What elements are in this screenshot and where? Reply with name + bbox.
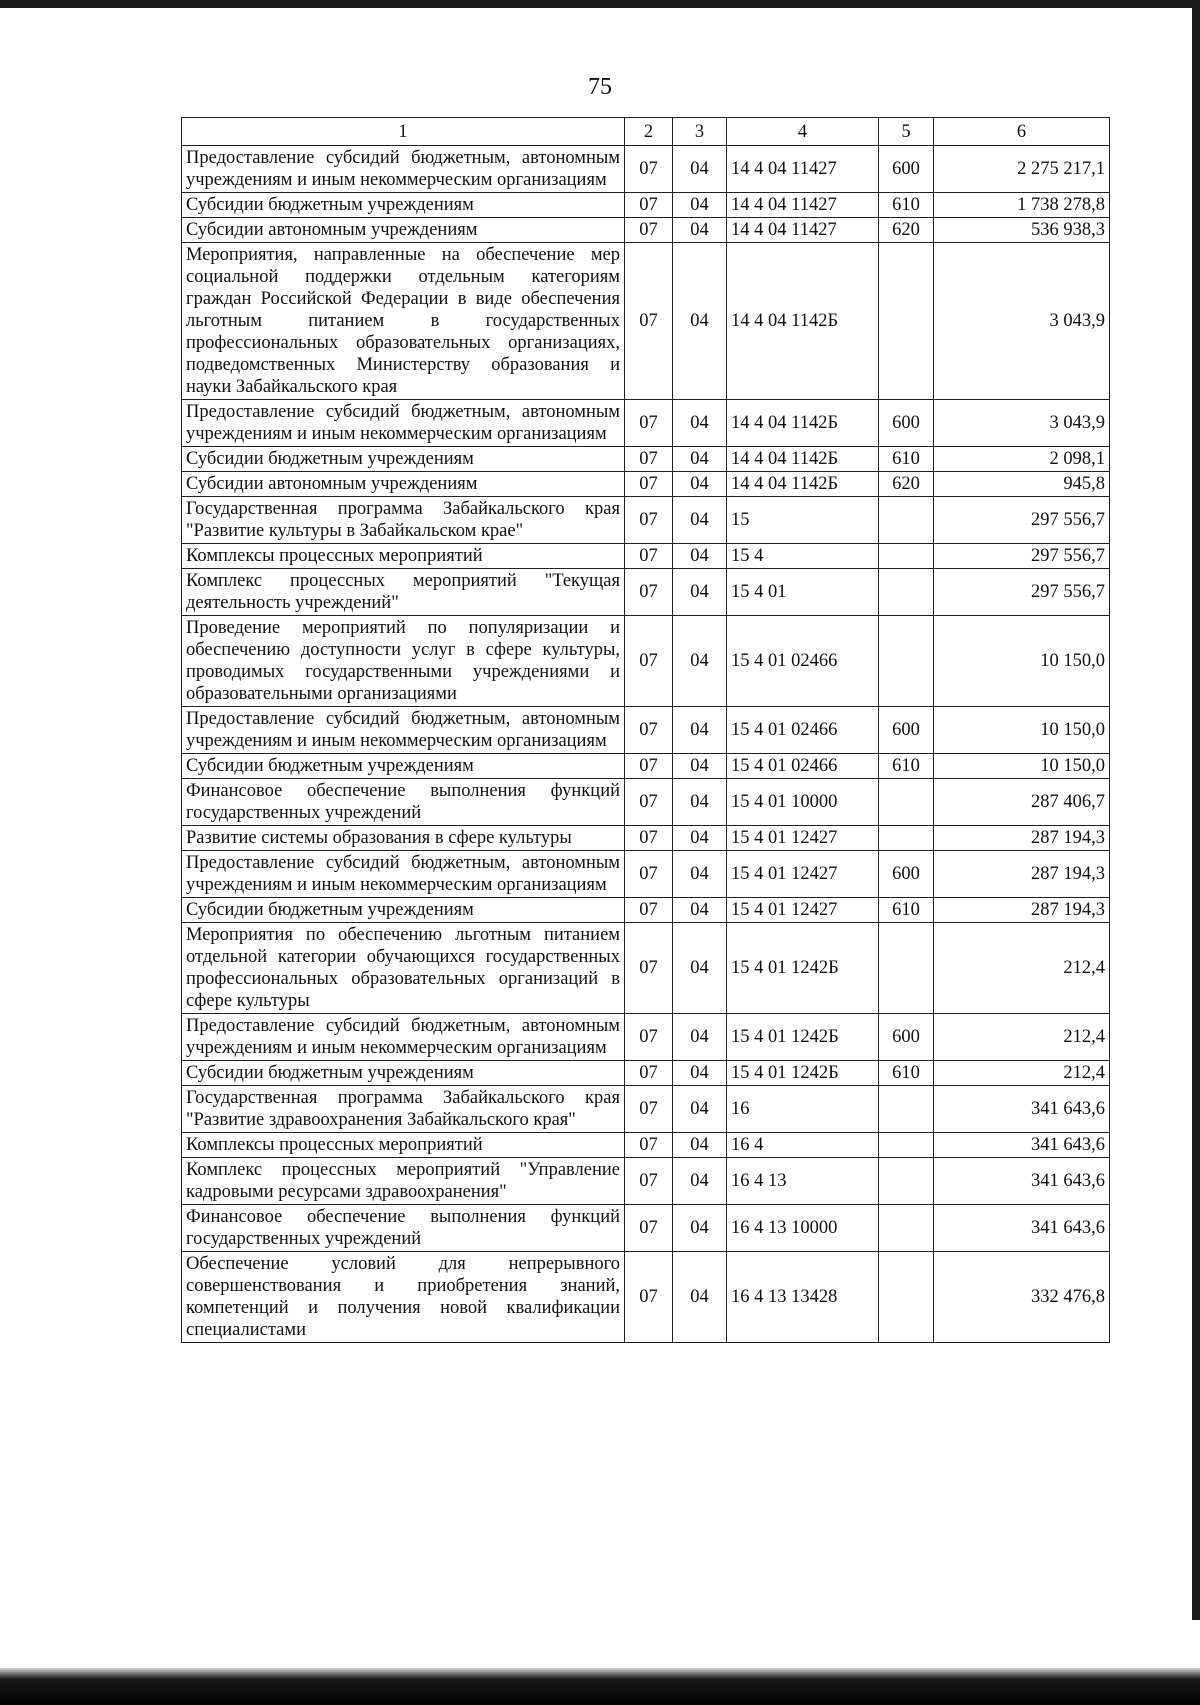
col-header: 2 <box>625 118 673 146</box>
section-code: 07 <box>625 146 673 193</box>
page-number: 75 <box>588 74 612 100</box>
table-row <box>182 497 1110 544</box>
amount: 536 938,3 <box>934 218 1110 243</box>
table-row <box>182 923 1110 1014</box>
expense-type-code: 600 <box>879 1014 934 1061</box>
section-code: 07 <box>625 1086 673 1133</box>
subsection-code: 04 <box>673 1014 727 1061</box>
target-article-code: 15 4 01 10000 <box>727 779 879 826</box>
target-article-code: 16 4 13 13428 <box>727 1252 879 1343</box>
table-row <box>182 616 1110 707</box>
amount: 341 643,6 <box>934 1158 1110 1205</box>
amount: 287 194,3 <box>934 826 1110 851</box>
subsection-code: 04 <box>673 1133 727 1158</box>
section-code: 07 <box>625 447 673 472</box>
table-row <box>182 754 1110 779</box>
table-row <box>182 193 1110 218</box>
subsection-code: 04 <box>673 400 727 447</box>
section-code: 07 <box>625 1061 673 1086</box>
expense-type-code: 620 <box>879 218 934 243</box>
target-article-code: 14 4 04 1142Б <box>727 400 879 447</box>
amount: 297 556,7 <box>934 569 1110 616</box>
amount: 287 194,3 <box>934 898 1110 923</box>
col-header: 3 <box>673 118 727 146</box>
item-name: Предоставление субсидий бюджетным, автономным учреждениям и иным некоммерческим организациям <box>182 707 625 754</box>
target-article-code: 15 4 01 02466 <box>727 754 879 779</box>
amount: 945,8 <box>934 472 1110 497</box>
table-row <box>182 1252 1110 1343</box>
table-row <box>182 544 1110 569</box>
target-article-code: 15 4 01 1242Б <box>727 1014 879 1061</box>
table-row <box>182 218 1110 243</box>
section-code: 07 <box>625 707 673 754</box>
table-row <box>182 779 1110 826</box>
item-name: Субсидии автономным учреждениям <box>182 218 625 243</box>
table-row <box>182 1014 1110 1061</box>
subsection-code: 04 <box>673 447 727 472</box>
scan-edge-right <box>1192 0 1200 1620</box>
item-name: Предоставление субсидий бюджетным, автономным учреждениям и иным некоммерческим организациям <box>182 400 625 447</box>
item-name: Комплекс процессных мероприятий "Текущая деятельность учреждений" <box>182 569 625 616</box>
item-name: Финансовое обеспечение выполнения функций государственных учреждений <box>182 1205 625 1252</box>
table-row <box>182 243 1110 400</box>
expense-type-code <box>879 826 934 851</box>
section-code: 07 <box>625 1014 673 1061</box>
section-code: 07 <box>625 1133 673 1158</box>
item-name: Комплексы процессных мероприятий <box>182 544 625 569</box>
expense-type-code: 600 <box>879 146 934 193</box>
target-article-code: 15 4 01 02466 <box>727 616 879 707</box>
section-code: 07 <box>625 472 673 497</box>
table-row <box>182 1158 1110 1205</box>
target-article-code: 15 4 01 12427 <box>727 826 879 851</box>
amount: 297 556,7 <box>934 544 1110 569</box>
section-code: 07 <box>625 754 673 779</box>
target-article-code: 14 4 04 1142Б <box>727 243 879 400</box>
expense-type-code: 620 <box>879 472 934 497</box>
amount: 10 150,0 <box>934 707 1110 754</box>
table-row <box>182 400 1110 447</box>
expense-type-code: 610 <box>879 193 934 218</box>
expense-type-code <box>879 1252 934 1343</box>
item-name: Мероприятия, направленные на обеспечение мер социальной поддержки отдельным категориям граждан Российской Федерации в виде обеспечения льготным питанием в государственных профессиональных образовательных организациях, подведомственных Министерству образования и науки Забайкальского края <box>182 243 625 400</box>
subsection-code: 04 <box>673 146 727 193</box>
target-article-code: 15 4 01 12427 <box>727 898 879 923</box>
target-article-code: 14 4 04 11427 <box>727 193 879 218</box>
amount: 341 643,6 <box>934 1086 1110 1133</box>
item-name: Субсидии бюджетным учреждениям <box>182 754 625 779</box>
expense-type-code <box>879 497 934 544</box>
item-name: Государственная программа Забайкальского края "Развитие культуры в Забайкальском крае" <box>182 497 625 544</box>
item-name: Предоставление субсидий бюджетным, автономным учреждениям и иным некоммерческим организациям <box>182 851 625 898</box>
subsection-code: 04 <box>673 544 727 569</box>
table-body <box>182 146 1110 1343</box>
table-row <box>182 1205 1110 1252</box>
target-article-code: 16 4 13 <box>727 1158 879 1205</box>
subsection-code: 04 <box>673 851 727 898</box>
target-article-code: 16 4 13 10000 <box>727 1205 879 1252</box>
header-row <box>182 118 1110 146</box>
item-name: Субсидии бюджетным учреждениям <box>182 1061 625 1086</box>
subsection-code: 04 <box>673 754 727 779</box>
amount: 212,4 <box>934 1014 1110 1061</box>
amount: 297 556,7 <box>934 497 1110 544</box>
table-row <box>182 1086 1110 1133</box>
expense-type-code: 600 <box>879 707 934 754</box>
amount: 2 098,1 <box>934 447 1110 472</box>
subsection-code: 04 <box>673 826 727 851</box>
amount: 3 043,9 <box>934 400 1110 447</box>
target-article-code: 15 4 01 12427 <box>727 851 879 898</box>
expense-type-code <box>879 1205 934 1252</box>
subsection-code: 04 <box>673 1205 727 1252</box>
amount: 341 643,6 <box>934 1205 1110 1252</box>
item-name: Субсидии бюджетным учреждениям <box>182 193 625 218</box>
target-article-code: 14 4 04 11427 <box>727 218 879 243</box>
section-code: 07 <box>625 898 673 923</box>
section-code: 07 <box>625 1158 673 1205</box>
table-row <box>182 447 1110 472</box>
item-name: Предоставление субсидий бюджетным, автономным учреждениям и иным некоммерческим организациям <box>182 1014 625 1061</box>
item-name: Государственная программа Забайкальского края "Развитие здравоохранения Забайкальского края" <box>182 1086 625 1133</box>
table-row <box>182 1061 1110 1086</box>
table-row <box>182 146 1110 193</box>
expense-type-code <box>879 1158 934 1205</box>
section-code: 07 <box>625 826 673 851</box>
target-article-code: 15 4 01 1242Б <box>727 1061 879 1086</box>
subsection-code: 04 <box>673 898 727 923</box>
section-code: 07 <box>625 779 673 826</box>
expense-type-code <box>879 1133 934 1158</box>
amount: 332 476,8 <box>934 1252 1110 1343</box>
table-row <box>182 472 1110 497</box>
item-name: Субсидии автономным учреждениям <box>182 472 625 497</box>
target-article-code: 15 4 01 <box>727 569 879 616</box>
item-name: Проведение мероприятий по популяризации и обеспечению доступности услуг в сфере культуры, проводимых государственными учреждениями и образовательными организациями <box>182 616 625 707</box>
item-name: Финансовое обеспечение выполнения функций государственных учреждений <box>182 779 625 826</box>
col-header: 6 <box>934 118 1110 146</box>
col-header: 1 <box>182 118 625 146</box>
target-article-code: 14 4 04 1142Б <box>727 472 879 497</box>
table-row <box>182 707 1110 754</box>
target-article-code: 15 4 01 1242Б <box>727 923 879 1014</box>
subsection-code: 04 <box>673 1086 727 1133</box>
expense-type-code <box>879 616 934 707</box>
col-header: 4 <box>727 118 879 146</box>
subsection-code: 04 <box>673 243 727 400</box>
expense-type-code <box>879 1086 934 1133</box>
target-article-code: 14 4 04 11427 <box>727 146 879 193</box>
item-name: Субсидии бюджетным учреждениям <box>182 898 625 923</box>
expense-type-code: 600 <box>879 400 934 447</box>
expense-type-code: 610 <box>879 754 934 779</box>
target-article-code: 16 <box>727 1086 879 1133</box>
subsection-code: 04 <box>673 1252 727 1343</box>
subsection-code: 04 <box>673 1158 727 1205</box>
section-code: 07 <box>625 923 673 1014</box>
expense-type-code <box>879 544 934 569</box>
expense-type-code: 610 <box>879 898 934 923</box>
subsection-code: 04 <box>673 923 727 1014</box>
section-code: 07 <box>625 1252 673 1343</box>
table-row <box>182 898 1110 923</box>
amount: 212,4 <box>934 923 1110 1014</box>
expense-type-code <box>879 243 934 400</box>
table-row <box>182 826 1110 851</box>
item-name: Предоставление субсидий бюджетным, автономным учреждениям и иным некоммерческим организациям <box>182 146 625 193</box>
item-name: Обеспечение условий для непрерывного совершенствования и приобретения знаний, компетенций и получения новой квалификации специалистами <box>182 1252 625 1343</box>
item-name: Мероприятия по обеспечению льготным питанием отдельной категории обучающихся государственных профессиональных образовательных организаций в сфере культуры <box>182 923 625 1014</box>
section-code: 07 <box>625 243 673 400</box>
section-code: 07 <box>625 193 673 218</box>
subsection-code: 04 <box>673 218 727 243</box>
item-name: Комплекс процессных мероприятий "Управление кадровыми ресурсами здравоохранения" <box>182 1158 625 1205</box>
item-name: Комплексы процессных мероприятий <box>182 1133 625 1158</box>
section-code: 07 <box>625 218 673 243</box>
amount: 10 150,0 <box>934 616 1110 707</box>
section-code: 07 <box>625 1205 673 1252</box>
expense-type-code: 610 <box>879 1061 934 1086</box>
amount: 287 194,3 <box>934 851 1110 898</box>
expense-type-code <box>879 779 934 826</box>
section-code: 07 <box>625 544 673 569</box>
amount: 2 275 217,1 <box>934 146 1110 193</box>
expense-type-code <box>879 569 934 616</box>
amount: 10 150,0 <box>934 754 1110 779</box>
scan-edge-top <box>0 0 1200 8</box>
item-name: Субсидии бюджетным учреждениям <box>182 447 625 472</box>
expense-type-code: 610 <box>879 447 934 472</box>
subsection-code: 04 <box>673 569 727 616</box>
subsection-code: 04 <box>673 193 727 218</box>
table-row <box>182 1133 1110 1158</box>
target-article-code: 14 4 04 1142Б <box>727 447 879 472</box>
scan-edge-bottom <box>0 1668 1200 1705</box>
item-name: Развитие системы образования в сфере культуры <box>182 826 625 851</box>
table-row <box>182 851 1110 898</box>
section-code: 07 <box>625 616 673 707</box>
amount: 1 738 278,8 <box>934 193 1110 218</box>
amount: 3 043,9 <box>934 243 1110 400</box>
target-article-code: 15 4 01 02466 <box>727 707 879 754</box>
amount: 341 643,6 <box>934 1133 1110 1158</box>
table-row <box>182 569 1110 616</box>
subsection-code: 04 <box>673 616 727 707</box>
target-article-code: 15 <box>727 497 879 544</box>
section-code: 07 <box>625 400 673 447</box>
subsection-code: 04 <box>673 497 727 544</box>
section-code: 07 <box>625 569 673 616</box>
subsection-code: 04 <box>673 1061 727 1086</box>
amount: 212,4 <box>934 1061 1110 1086</box>
target-article-code: 16 4 <box>727 1133 879 1158</box>
section-code: 07 <box>625 497 673 544</box>
amount: 287 406,7 <box>934 779 1110 826</box>
subsection-code: 04 <box>673 472 727 497</box>
subsection-code: 04 <box>673 707 727 754</box>
expense-type-code <box>879 923 934 1014</box>
col-header: 5 <box>879 118 934 146</box>
section-code: 07 <box>625 851 673 898</box>
target-article-code: 15 4 <box>727 544 879 569</box>
expense-type-code: 600 <box>879 851 934 898</box>
subsection-code: 04 <box>673 779 727 826</box>
budget-table <box>181 117 1110 1343</box>
